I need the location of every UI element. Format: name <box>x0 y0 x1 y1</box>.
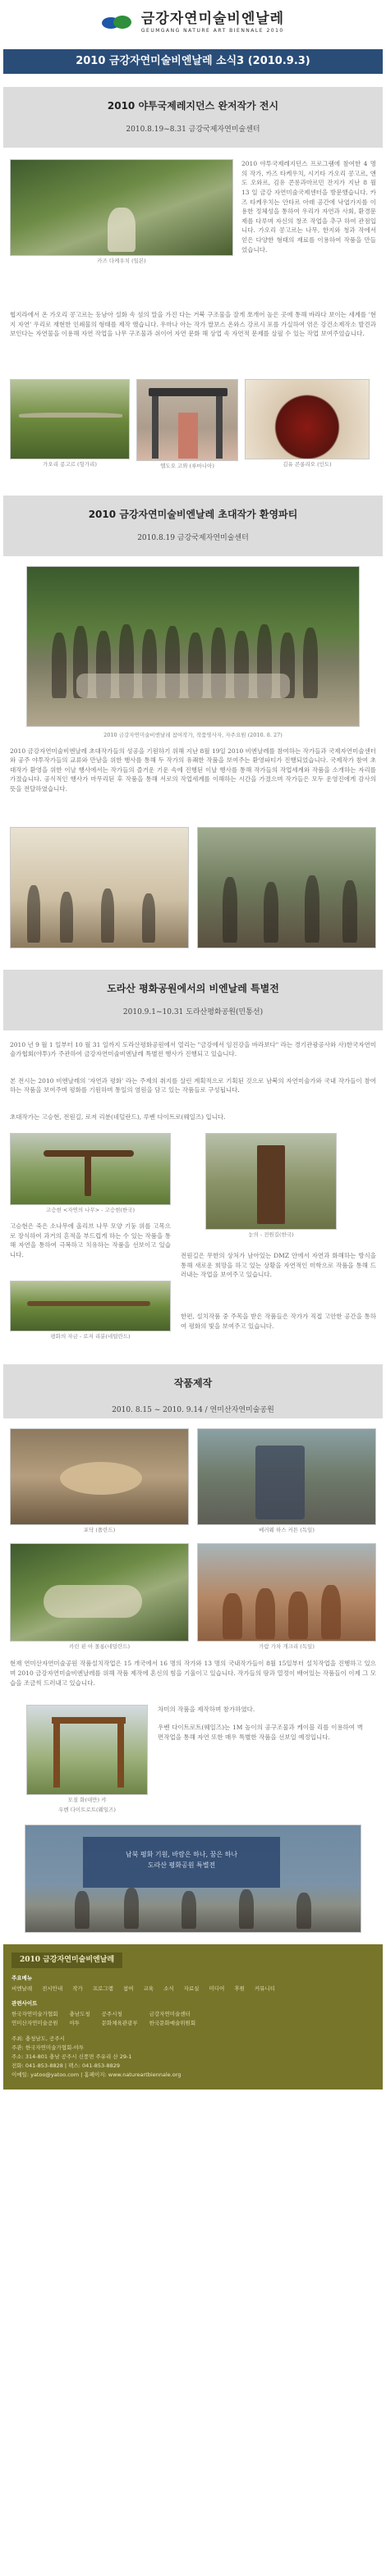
logo-english: GEUMGANG NATURE ART BIENNALE 2010 <box>140 27 284 34</box>
section-title: 작품제작 <box>173 1377 213 1389</box>
footer-link[interactable]: 한국자연미술가협회 <box>11 2010 58 2017</box>
photo-endo-owa[interactable] <box>136 379 238 461</box>
section-date: 2010.8.19 금강국제자연미술센터 <box>137 533 249 542</box>
footer-menu-item[interactable]: 작가 <box>72 1985 83 1993</box>
section-production-head <box>3 1364 383 1418</box>
section-date: 2010.9.1~10.31 도라산평화공원(민통선) <box>122 1007 264 1016</box>
footer-menu-item[interactable]: 교육 <box>143 1985 154 1993</box>
footer-contact <box>11 2035 375 2080</box>
issue-title: 2010 금강자연미술비엔날레 소식3 (2010.9.3) <box>76 55 310 68</box>
section-date: 2010. 8.15 ~ 2010. 9.14 / 연미산자연미술공원 <box>112 1405 274 1414</box>
photo-jeon-wongil[interactable] <box>205 1133 337 1230</box>
photo-party-crowd[interactable] <box>197 827 376 948</box>
photo-caption: 가오리 콩고르 (헝가리) <box>43 461 97 468</box>
footer-menu <box>11 1985 375 1994</box>
photo-caption: 포닥 (폴란드) <box>83 1526 116 1533</box>
footer-menu-item[interactable]: 커뮤니티 <box>254 1985 275 1993</box>
footer-menu-item[interactable]: 비엔날레 <box>11 1985 33 1993</box>
footer-contact-line: 주소: 314-801 충남 공주시 신풍면 주유리 산 29-1 <box>11 2053 132 2061</box>
photo-caption: 모질 화(대만) 캬 <box>67 1797 107 1804</box>
production-text-3: 우벤 다이트로트(웨일즈)는 1M 높이의 공구조물과 케이블 리를 이용하여 벽면작업을 통해 자연 또한 매우 특별한 작품을 선보일 예정입니다. <box>158 1724 363 1741</box>
footer-menu-item[interactable]: 미디어 <box>209 1985 225 1993</box>
section-dorasan-body <box>0 1040 386 1341</box>
photo-caption: 우벤 다이트로트(웨일즈) <box>58 1806 116 1814</box>
photo-caption: 김유 콘롱리오 (인도) <box>283 461 332 468</box>
photo-caption: 카린 핀 아 몰롱(네덜란드) <box>68 1642 131 1650</box>
footer-links <box>11 2011 375 2029</box>
footer <box>3 1944 383 2090</box>
photo-karin-pin[interactable] <box>10 1543 189 1642</box>
section-title: 2010 야투국제레지던스 완저작가 전시 <box>107 100 279 112</box>
photo-party-gallery[interactable] <box>10 827 189 948</box>
dorasan-text-3: 초대작가는 고승현, 전원길, 로저 리분(네덜란드), 루벤 다이트로(웨일즈) 입니다. <box>10 1112 226 1121</box>
section-residence-body <box>0 159 386 471</box>
footer-title: 2010 금강자연미술비엔날레 <box>11 1953 122 1969</box>
production-text-1: 현재 연미산자연미술공원 작품설치작업은 15 개국에서 16 명의 작가와 13 명의 국내작가들이 8월 15일부터 설치작업을 진행하고 있으며 2010 금강자연미술비엔날레를 위해 작품 제작에 혼신의 힘을 기울이고 있습니다. 작가들의 땀과 열정이 배어있는 작품들이 이제 그 모습을 조금씩 드러내고 있습니다. <box>10 1660 376 1687</box>
footer-menu-item[interactable]: 후원 <box>234 1985 245 1993</box>
footer-link[interactable]: 금강자연미술센터 <box>149 2010 191 2017</box>
dorasan-text-4: 한편, 설치작품 중 주목을 받은 작품들은 작가가 직접 고안한 공간을 통하여 평화의 빛을 보여주고 있습니다. <box>181 1312 376 1330</box>
photo-garam-gacha[interactable] <box>197 1543 376 1642</box>
footer-link[interactable]: 연미산자연미술공원 <box>11 2020 58 2027</box>
photo-caption: 엘도오 고와 (루마니아) <box>160 463 214 469</box>
residence-text-2: 협지라에서 온 가오리 콩고르는 동남아 설화 속 섬의 말을 가진 다는 거북 구조물을 잘게 쪼개어 높은 곳에 통해 바라다 보이는 세계를 '현지 자연' 우리로 재현한 인쇄물의 형태를 제작 했습니다. 우마나 아는 작가 쌀보스 온와스 강르시 포를 가실하여 엮은 강건소제작소 발견과 보인다는 자연물을 이용해 자연 작업을 나무 구조물과 쉬이어 자연 문화 해 상업 속 자연적 문제를 살필 수 있는 작업 보여주었습니다. <box>10 311 376 338</box>
photo-caption: 고승현 <자연의 나무> - 고승현(한국) <box>45 1207 136 1214</box>
footer-menu-item[interactable]: 전시안내 <box>42 1985 63 1993</box>
photo-caption: 가람 가차 개크리 (독일) <box>259 1642 315 1650</box>
logo-korean: 금강자연미술비엔날레 <box>140 11 285 28</box>
footer-menu-item[interactable]: 소식 <box>163 1985 174 1993</box>
footer-menu-item[interactable]: 참여 <box>122 1985 134 1993</box>
jeon-wongil-text: 전원길은 무한의 상처가 남아있는 DMZ 안에서 자연과 화해하는 방식을 통해 새로운 희망을 하고 있는 상황을 자연적인 미학으로 작품을 통해 드러내는 작업을 보여주고 있습니다. <box>181 1251 376 1279</box>
logo[interactable] <box>141 11 284 34</box>
issue-title-bar <box>3 49 383 74</box>
section-dorasan-head <box>3 970 383 1030</box>
photo-group[interactable] <box>26 566 360 727</box>
photo-kim-yu[interactable] <box>245 379 370 459</box>
dorasan-text-1: 2010 년 9 월 1 일부터 10 월 31 일까지 도라산평화공원에서 열리는 "금강에서 임진강을 바라보다" 라는 경기관광공사와 사)한국자연미술가협회(야투)가 주관하여 금강자연미술비엔날레 특별전 행사가 진행되고 있습니다. <box>10 1040 376 1058</box>
sign-line-2: 도라산 평화공원 특별전 <box>147 1861 216 1869</box>
photo-ko-seunghyun[interactable] <box>10 1133 171 1205</box>
photo-caption: 베러웨 하스 커튼 (독일) <box>259 1526 315 1533</box>
production-text-2: 차미의 작품을 제작하며 참가하였다. <box>158 1706 255 1714</box>
footer-link[interactable]: 충남도청 <box>69 2010 90 2017</box>
footer-contact-line: 전화: 041-853-8828 | 팩스: 041-853-8829 <box>11 2062 121 2070</box>
section-date: 2010.8.19~8.31 금강국제자연미술센터 <box>126 126 260 134</box>
biennale-logo-icon <box>102 14 135 32</box>
residence-text-1: 2010 야투국제레지던스 프로그램에 참여한 4 명의 작가, 카즈 타케우치, 시기타 가오리 콩고르, 앤도 오와르, 김유 콘롱과마르민 잔지가 지난 8 월 13 일 금강 자연미술국제센터을 방문했습니다. 카즈 타케우치는 안타르 아래 공간에 낙엽가지를 이용한 정체성을 통하여 우리가 자연과 사회, 환경문제를 다루며 자신의 창조 작업을 추구 하여 관점입니다. 가오리 콩고르는 나무, 한지와 청과 작에서 얻은 다양한 형태의 재료를 이용하여 작품을 만들었습니다. <box>241 160 376 253</box>
footer-menu-heading: 주요메뉴 <box>11 1975 33 1982</box>
photo-kaori-kongor[interactable] <box>10 379 130 459</box>
section-residence-head <box>3 87 383 148</box>
section-party-body <box>0 566 386 948</box>
footer-link[interactable]: 한국문화예술위원회 <box>149 2020 196 2027</box>
photo-roger-ribun[interactable] <box>10 1281 171 1331</box>
photo-dorasan-sign[interactable] <box>25 1825 361 1933</box>
footer-link[interactable]: 문화체육관광부 <box>101 2020 138 2027</box>
footer-contact-line: 주관: 한국자연미술가협회-야투 <box>11 2044 85 2052</box>
footer-link[interactable]: 야투 <box>69 2020 80 2027</box>
party-text: 2010 금강자연미술비엔날레 초대작가들의 성공을 기원하기 위해 지난 8월 19일 2010 비엔날레를 참여하는 작가들과 국제자연미술센터와 공주 야투작가들의 교류와 만남을 위한 행사를 통해 두 작가의 유쾌한 작품을 보여주는 환영파티가 진행되었습니다. 국제작가 참여 초대작가 환영을 위한 이날 행사에서는 작가들의 즐거운 기운 속에 진행된 이날 행사를 통해 작가들의 작업세계와 작품을 소개하는 자리를 가졌습니다. 공식적인 행사가 마무리된 후 작품을 통해 서로의 작업세계를 이해하는 시간을 가졌으며 작가들은 모두 운영진에게 감사의 뜻을 전달하였습니다. <box>10 747 376 792</box>
footer-menu-item[interactable]: 프로그램 <box>92 1985 113 1993</box>
footer-contact-line: 주최: 충청남도, 공주시 <box>11 2035 65 2043</box>
header <box>0 0 386 46</box>
photo-bereue-haas[interactable] <box>197 1428 376 1525</box>
footer-links-heading: 관련사이트 <box>11 1999 38 2007</box>
photo-kaz-takeuchi[interactable] <box>10 159 233 256</box>
footer-contact-line[interactable]: 이메일: yatoo@yatoo.com | 홈페이지: www.natureartbiennale.org <box>11 2071 182 2079</box>
photo-caption: 카즈 다케우치 (일본) <box>97 258 146 264</box>
section-title: 2010 금강자연미술비엔날레 초대작가 환영파티 <box>88 508 298 520</box>
footer-menu-item[interactable]: 자료실 <box>183 1985 200 1993</box>
photo-caption: 2010 금강자연미술비엔날레 참여작가, 작품명사자, 자주요원 (2010. 8. 27) <box>103 731 283 738</box>
footer-link[interactable]: 공주시청 <box>101 2010 122 2017</box>
sign-line-1: 남북 평화 기원, 바람은 하나, 꿈은 하나 <box>125 1850 238 1858</box>
photo-podak[interactable] <box>10 1428 189 1525</box>
section-party-head <box>3 496 383 556</box>
section-title: 도라산 평화공원에서의 비엔날레 특별전 <box>107 982 279 994</box>
dorasan-text-2: 본 전시는 2010 비엔날레의 '자연과 평화' 라는 주제의 취지를 살린 계획적으로 기획된 것으로 남북의 자연미술가와 국내 작가들이 참여하는 작품을 보여주며 평화를 기원하며 통일의 염원을 담고 있는 작품들로 구성됩니다. <box>10 1076 376 1094</box>
section-production-body <box>0 1428 386 1933</box>
ko-seunghyun-text: 고승현은 죽은 소나무에 올리브 나무 모양 기둥 위를 고목으로 장식하여 과거의 흔적을 부드럽게 하는 수 있는 작품을 통해 자연을 통하여 극복하고 치유하는 작품을 선보이고 있습니다. <box>10 1222 171 1258</box>
photo-caption: 평화의 자금 - 로저 리분(네덜란드) <box>50 1332 131 1340</box>
photo-caption: 눈의 - 전원길(한국) <box>248 1231 294 1239</box>
photo-mojil-hwa[interactable] <box>26 1705 148 1795</box>
